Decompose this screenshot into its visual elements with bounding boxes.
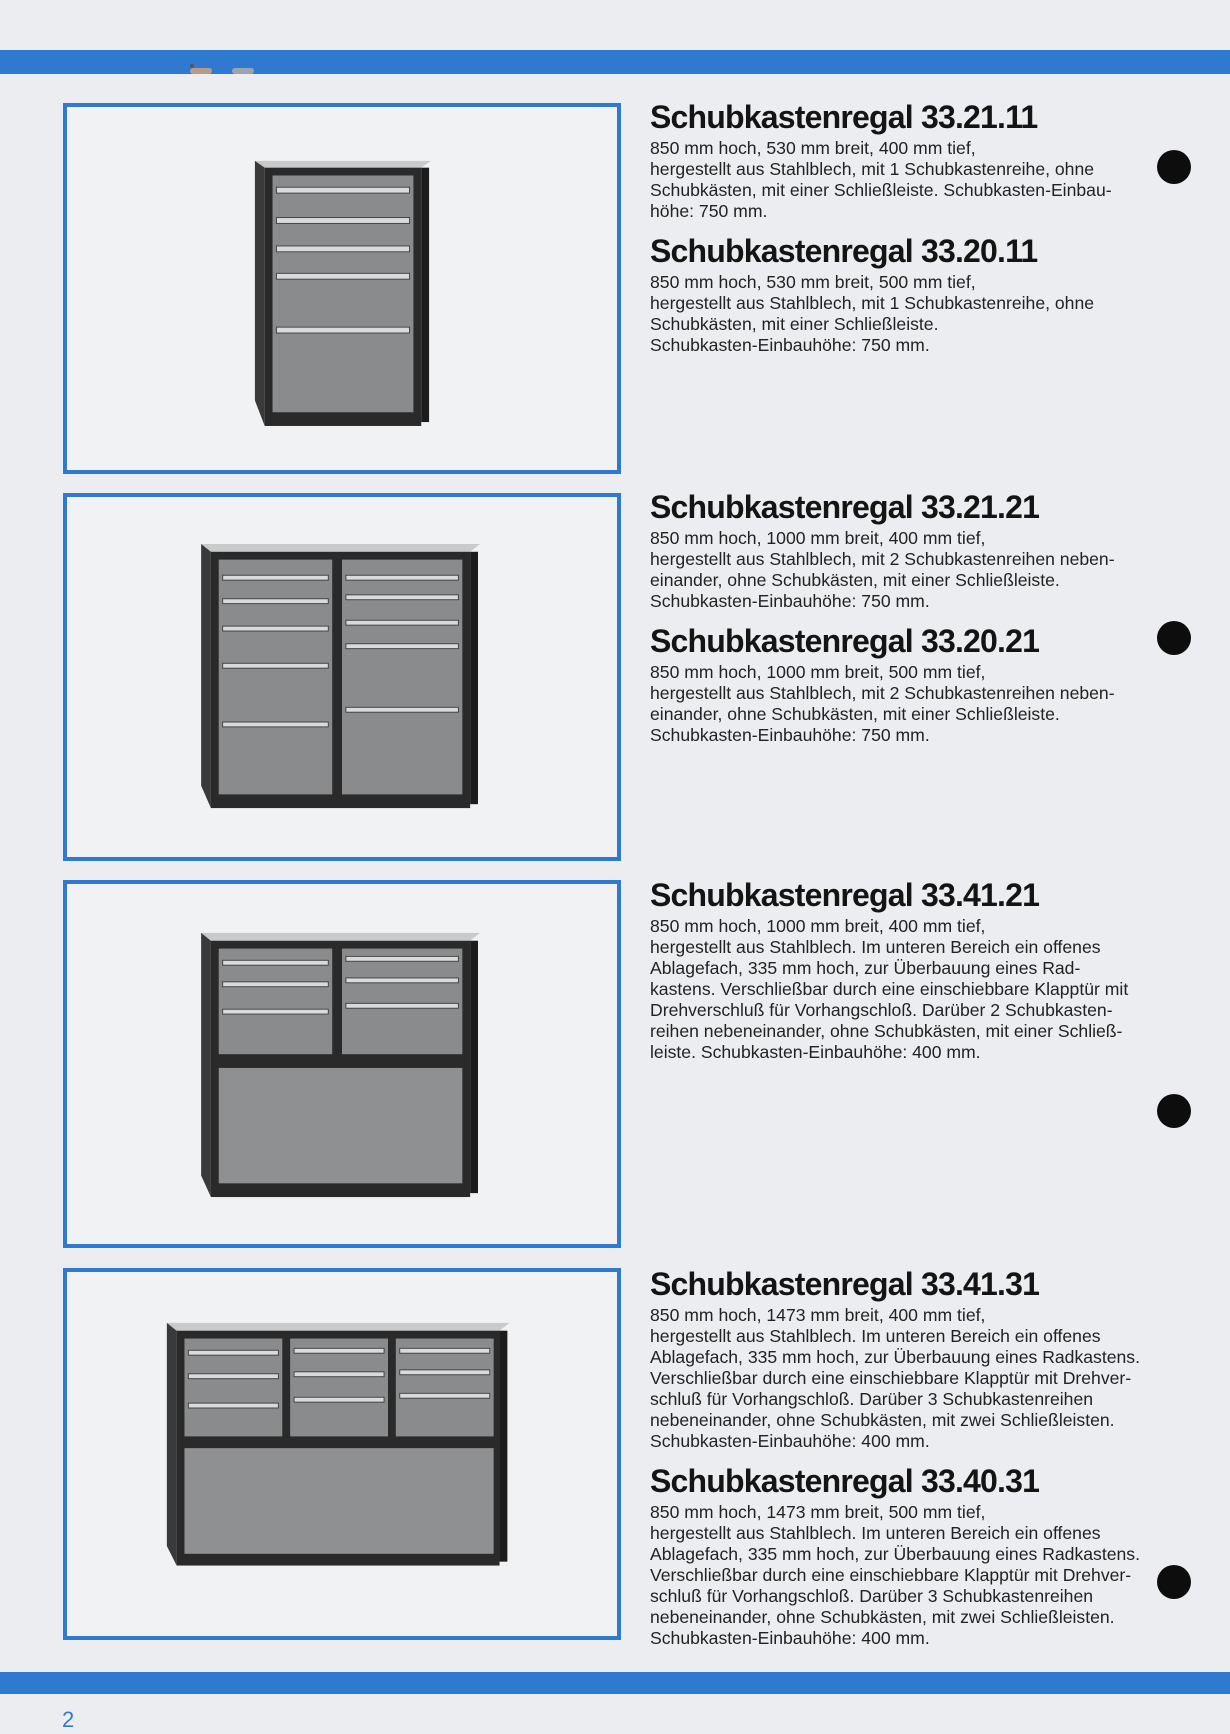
desc-line: leiste. Schubkasten-Einbauhöhe: 400 mm. — [650, 1042, 981, 1062]
cabinet-double-row-flap-illustration — [67, 884, 617, 1244]
product-text-1 — [650, 98, 1180, 356]
desc-line: 850 mm hoch, 1000 mm breit, 400 mm tief, — [650, 916, 986, 936]
punch-hole — [1157, 1094, 1191, 1128]
desc-line: nebeneinander, ohne Schubkästen, mit zwei Schließleisten. — [650, 1607, 1115, 1627]
product-text-4 — [650, 1265, 1180, 1649]
desc-line: 850 mm hoch, 530 mm breit, 400 mm tief, — [650, 138, 976, 158]
desc-line: Verschließbar durch eine einschiebbare Klapptür mit Drehver- — [650, 1368, 1132, 1388]
desc-line: hergestellt aus Stahlblech, mit 1 Schubkastenreihe, ohne — [650, 293, 1095, 313]
product-description — [650, 916, 1180, 1063]
page-number: 2 — [62, 1707, 75, 1732]
cabinet-triple-row-flap-illustration — [67, 1272, 617, 1636]
desc-line: reihen nebeneinander, ohne Schubkästen, mit einer Schließ- — [650, 1021, 1123, 1041]
desc-line: hergestellt aus Stahlblech, mit 1 Schubkastenreihe, ohne — [650, 159, 1095, 179]
product-title: Schubkastenregal 33.41.31 — [650, 1266, 1040, 1302]
product-image-33-41-31 — [63, 1268, 621, 1640]
desc-line: Schubkästen, mit einer Schließleiste. Schubkasten-Einbau- — [650, 180, 1112, 200]
desc-line: schluß für Vorhangschloß. Darüber 3 Schubkastenreihen — [650, 1586, 1094, 1606]
product-image-33-21-11 — [63, 103, 621, 474]
product-text-3 — [650, 876, 1180, 1063]
desc-line: schluß für Vorhangschloß. Darüber 3 Schubkastenreihen — [650, 1389, 1094, 1409]
product-image-33-41-21 — [63, 880, 621, 1248]
desc-line: Schubkästen, mit einer Schließleiste. — [650, 314, 939, 334]
product-title: Schubkastenregal 33.41.21 — [650, 877, 1040, 913]
cabinet-single-row-illustration — [67, 107, 617, 470]
desc-line: 850 mm hoch, 530 mm breit, 500 mm tief, — [650, 272, 976, 292]
product-title: Schubkastenregal 33.21.11 — [650, 99, 1038, 135]
product-description — [650, 138, 1180, 222]
desc-line: 850 mm hoch, 1000 mm breit, 400 mm tief, — [650, 528, 986, 548]
product-image-33-21-21 — [63, 493, 621, 861]
desc-line: 850 mm hoch, 1473 mm breit, 500 mm tief, — [650, 1502, 986, 1522]
desc-line: kastens. Verschließbar durch eine einschiebbare Klapptür mit — [650, 979, 1129, 999]
product-description — [650, 1305, 1180, 1452]
desc-line: Schubkasten-Einbauhöhe: 750 mm. — [650, 725, 930, 745]
desc-line: einander, ohne Schubkästen, mit einer Schließleiste. — [650, 570, 1060, 590]
product-title: Schubkastenregal 33.40.31 — [650, 1463, 1040, 1499]
desc-line: hergestellt aus Stahlblech, mit 2 Schubkastenreihen neben- — [650, 683, 1115, 703]
cabinet-double-row-illustration — [67, 497, 617, 857]
punch-hole — [1157, 150, 1191, 184]
staple-clip — [188, 64, 268, 78]
desc-line: Schubkasten-Einbauhöhe: 400 mm. — [650, 1431, 930, 1451]
desc-line: 850 mm hoch, 1000 mm breit, 500 mm tief, — [650, 662, 986, 682]
desc-line: Schubkasten-Einbauhöhe: 750 mm. — [650, 335, 930, 355]
bottom-accent-bar — [0, 1672, 1230, 1694]
product-description — [650, 272, 1180, 356]
product-description — [650, 1502, 1180, 1649]
product-title: Schubkastenregal 33.21.21 — [650, 489, 1040, 525]
desc-line: hergestellt aus Stahlblech. Im unteren Bereich ein offenes — [650, 1326, 1101, 1346]
product-text-2 — [650, 488, 1180, 746]
desc-line: Schubkasten-Einbauhöhe: 400 mm. — [650, 1628, 930, 1648]
desc-line: höhe: 750 mm. — [650, 201, 768, 221]
desc-line: hergestellt aus Stahlblech. Im unteren Bereich ein offenes — [650, 937, 1101, 957]
desc-line: Schubkasten-Einbauhöhe: 750 mm. — [650, 591, 930, 611]
desc-line: einander, ohne Schubkästen, mit einer Schließleiste. — [650, 704, 1060, 724]
desc-line: Ablagefach, 335 mm hoch, zur Überbauung eines Radkastens. — [650, 1544, 1140, 1564]
desc-line: Drehverschluß für Vorhangschloß. Darüber 2 Schubkasten- — [650, 1000, 1113, 1020]
desc-line: Ablagefach, 335 mm hoch, zur Überbauung eines Radkastens. — [650, 1347, 1140, 1367]
desc-line: 850 mm hoch, 1473 mm breit, 400 mm tief, — [650, 1305, 986, 1325]
desc-line: Verschließbar durch eine einschiebbare Klapptür mit Drehver- — [650, 1565, 1132, 1585]
desc-line: Ablagefach, 335 mm hoch, zur Überbauung eines Rad- — [650, 958, 1081, 978]
product-description — [650, 662, 1180, 746]
punch-hole — [1157, 1565, 1191, 1599]
desc-line: hergestellt aus Stahlblech. Im unteren Bereich ein offenes — [650, 1523, 1101, 1543]
top-accent-bar — [0, 50, 1230, 74]
desc-line: nebeneinander, ohne Schubkästen, mit zwei Schließleisten. — [650, 1410, 1115, 1430]
product-title: Schubkastenregal 33.20.21 — [650, 623, 1040, 659]
desc-line: hergestellt aus Stahlblech, mit 2 Schubkastenreihen neben- — [650, 549, 1115, 569]
punch-hole — [1157, 621, 1191, 655]
product-title: Schubkastenregal 33.20.11 — [650, 233, 1038, 269]
product-description — [650, 528, 1180, 612]
